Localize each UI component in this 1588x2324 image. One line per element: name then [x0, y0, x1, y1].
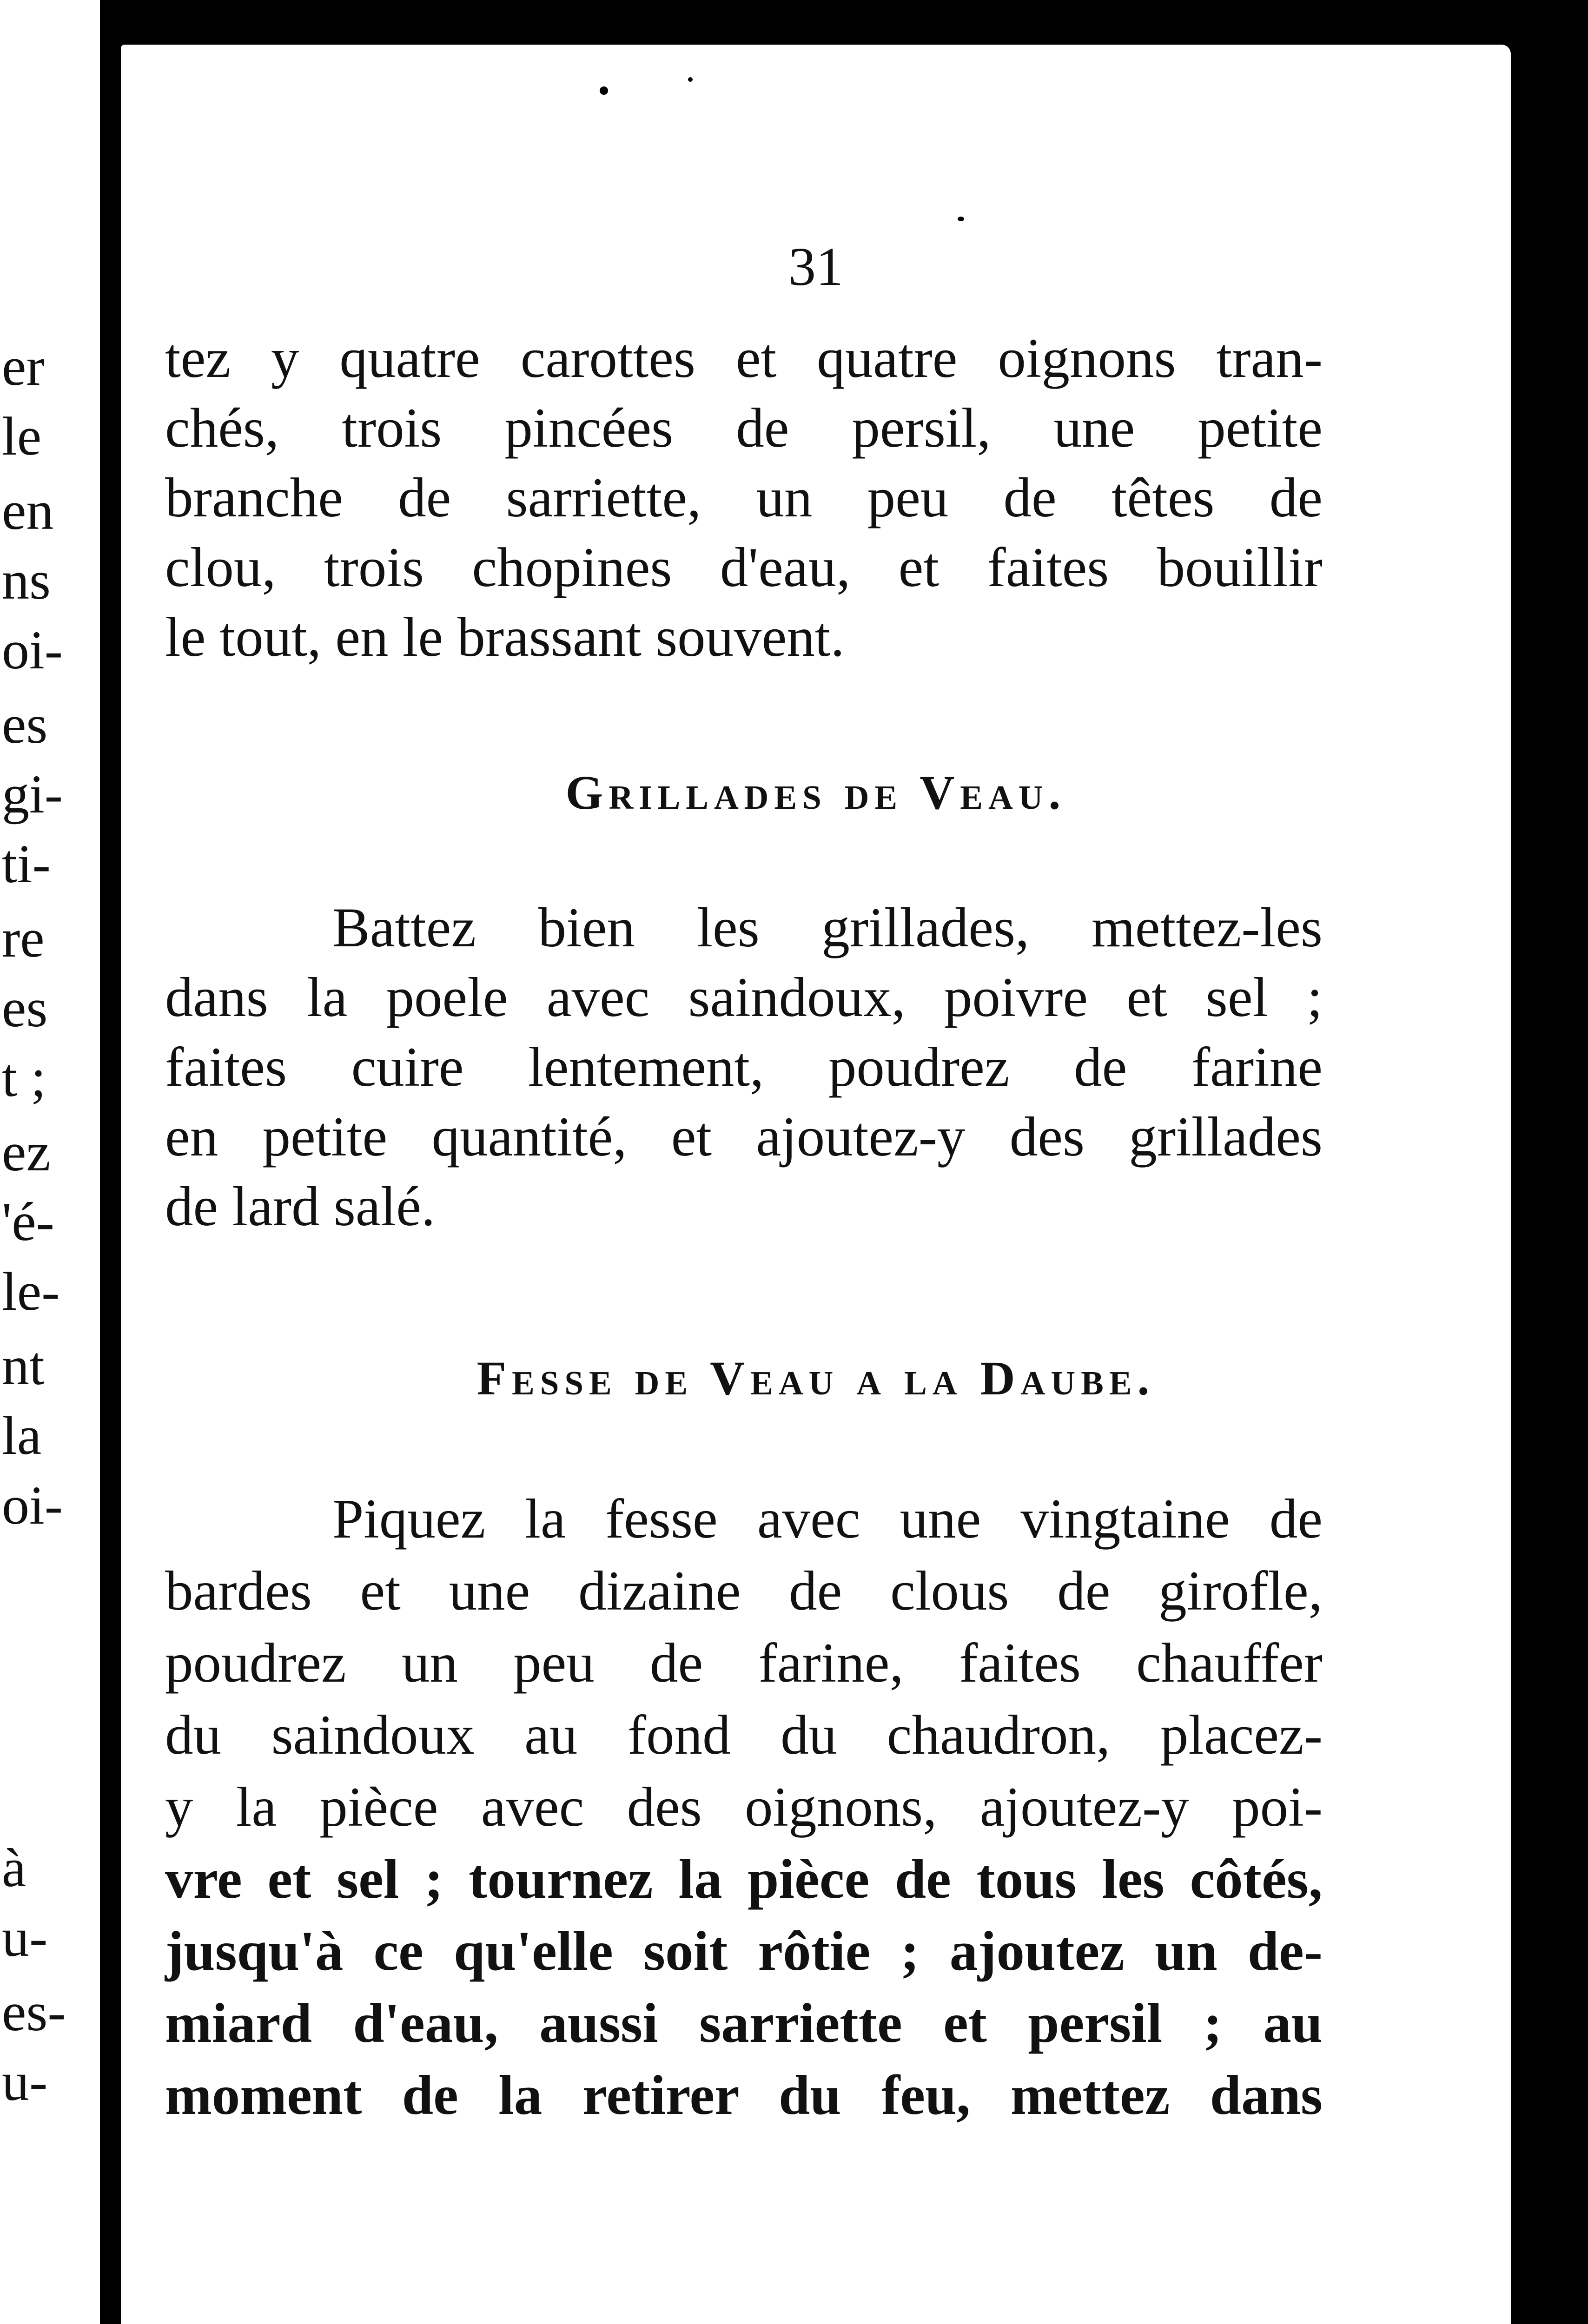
text-line: y la pièce avec des oignons, ajoutez-y poi-: [165, 1776, 1323, 1838]
binding-gutter: [100, 0, 121, 2324]
text-line: Battez bien les grillades, mettez-les: [332, 897, 1323, 959]
facing-page-fragment: à: [2, 1837, 26, 1898]
recipe-heading: Fesse de Veau a la Daube.: [476, 1352, 1155, 1405]
facing-page-fragment: nt: [2, 1335, 45, 1396]
paragraph-continuation: [165, 324, 1323, 672]
text-line: moment de la retirer du feu, mettez dans: [165, 2064, 1323, 2126]
facing-page-fragment: gi-: [2, 764, 63, 825]
text-line: en petite quantité, et ajoutez-y des grillades: [165, 1106, 1323, 1168]
text-line: le tout, en le brassant souvent.: [165, 606, 845, 668]
text-line: faites cuire lentement, poudrez de farine: [165, 1036, 1323, 1098]
text-line: bardes et une dizaine de clous de girofle,: [165, 1560, 1323, 1622]
text-line: vre et sel ; tournez la pièce de tous les côtés,: [165, 1848, 1323, 1910]
text-line: chés, trois pincées de persil, une petite: [165, 397, 1323, 459]
facing-page-fragment: es-: [2, 1981, 66, 2042]
text-line: poudrez un peu de farine, faites chauffer: [165, 1632, 1323, 1694]
text-line: miard d'eau, aussi sarriette et persil ; au: [165, 1992, 1323, 2054]
facing-page-fragment: en: [2, 480, 54, 541]
facing-page-fragment: oi-: [2, 1475, 63, 1536]
facing-page-fragment: ez: [2, 1122, 51, 1182]
text-line: dans la poele avec saindoux, poivre et sel ;: [165, 966, 1323, 1029]
facing-page-fragment: u-: [2, 1907, 48, 1968]
facing-page-fragment: oi-: [2, 620, 63, 680]
facing-page-fragment: es: [2, 694, 48, 755]
facing-page-fragment: t ;: [2, 1047, 46, 1108]
text-line: branche de sarriette, un peu de têtes de: [165, 467, 1323, 529]
page-number: 31: [788, 236, 843, 297]
facing-page-fragment: ns: [2, 550, 51, 611]
facing-page-edge: [0, 0, 100, 2324]
book-page: [121, 45, 1511, 2324]
text-line: de lard salé.: [165, 1175, 436, 1238]
facing-page-fragment: le-: [2, 1261, 60, 1322]
text-line: tez y quatre carottes et quatre oignons tran-: [165, 327, 1323, 390]
text-line: Piquez la fesse avec une vingtaine de: [332, 1488, 1323, 1550]
facing-page-fragment: er: [2, 336, 45, 397]
recipe-paragraph: [165, 1483, 1323, 2132]
text-line: jusqu'à ce qu'elle soit rôtie ; ajoutez un de-: [165, 1920, 1323, 1982]
ink-speck: [600, 86, 608, 95]
facing-page-fragment: le: [2, 406, 42, 467]
facing-page-fragment: la: [2, 1405, 42, 1466]
text-line: du saindoux au fond du chaudron, placez-: [165, 1704, 1323, 1766]
facing-page-fragment: re: [2, 908, 45, 969]
recipe-heading: Grillades de Veau.: [565, 766, 1066, 819]
facing-page-fragment: 'é-: [2, 1191, 54, 1252]
facing-page-fragment: es: [2, 977, 48, 1038]
ink-speck: [958, 217, 964, 221]
text-line: clou, trois chopines d'eau, et faites bouillir: [165, 536, 1323, 599]
ink-speck: [688, 77, 693, 82]
recipe-paragraph: [165, 893, 1323, 1241]
facing-page-fragment: ti-: [2, 833, 51, 894]
facing-page-fragment: u-: [2, 2051, 48, 2112]
